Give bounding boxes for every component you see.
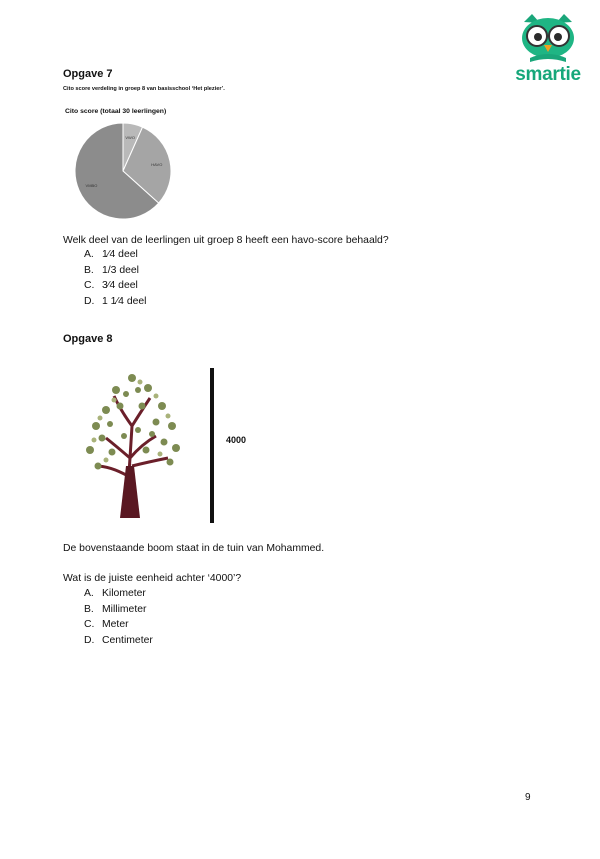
option-letter: A. [84, 588, 94, 599]
pie-svg [63, 104, 183, 224]
pie-label-vwo: VWO [125, 135, 135, 141]
page-number: 9 [525, 792, 531, 803]
q8-statement: De bovenstaande boom staat in de tuin van Mohammed. [63, 543, 325, 554]
q8-option-c[interactable] [84, 619, 153, 635]
pie-label-havo: HAVO [151, 161, 163, 167]
measure-label: 4000 [226, 435, 247, 445]
q7-option-d[interactable] [84, 296, 147, 312]
option-letter: D. [84, 634, 95, 646]
option-letter: C. [84, 280, 95, 291]
option-text: Meter [102, 619, 129, 630]
q7-option-b[interactable] [84, 265, 147, 281]
option-text: Millimeter [102, 603, 147, 615]
q8-question: Wat is de juiste eenheid achter ‘4000’? [63, 573, 242, 584]
option-letter: B. [84, 603, 94, 615]
option-text: Centimeter [102, 634, 153, 646]
option-letter: B. [84, 264, 94, 276]
q7-options [84, 249, 147, 311]
q7-question: Welk deel van de leerlingen uit groep 8 heeft een havo-score behaald? [63, 235, 389, 246]
q7-title: Opgave 7 [63, 68, 113, 80]
chart-title: Cito score (totaal 30 leerlingen) [65, 108, 167, 115]
pie-label-vmbo: VMBO [85, 183, 98, 189]
option-letter: D. [84, 295, 95, 307]
option-letter: A. [84, 249, 94, 260]
tree-image [76, 366, 191, 521]
q8-option-b[interactable] [84, 604, 153, 620]
option-text: 3⁄4 deel [102, 280, 138, 291]
measure-bar [210, 368, 214, 523]
logo-text: smartie [515, 64, 581, 85]
q7-option-a[interactable] [84, 249, 147, 265]
option-text: 1⁄4 deel [102, 249, 138, 260]
q8-option-a[interactable] [84, 588, 153, 604]
option-text: 1/3 deel [102, 264, 139, 276]
option-text: Kilometer [102, 588, 146, 599]
owl-icon [510, 14, 586, 64]
q8-option-d[interactable] [84, 635, 153, 651]
option-text: 1 1⁄4 deel [102, 295, 147, 307]
pie-chart [63, 104, 183, 224]
q8-title: Opgave 8 [63, 333, 113, 345]
q7-subtitle: Cito score verdeling in groep 8 van basisschool ‘Het plezier’. [63, 86, 225, 92]
q7-option-c[interactable] [84, 280, 147, 296]
q8-options [84, 588, 153, 650]
option-letter: C. [84, 619, 95, 630]
smartie-logo [510, 14, 586, 86]
